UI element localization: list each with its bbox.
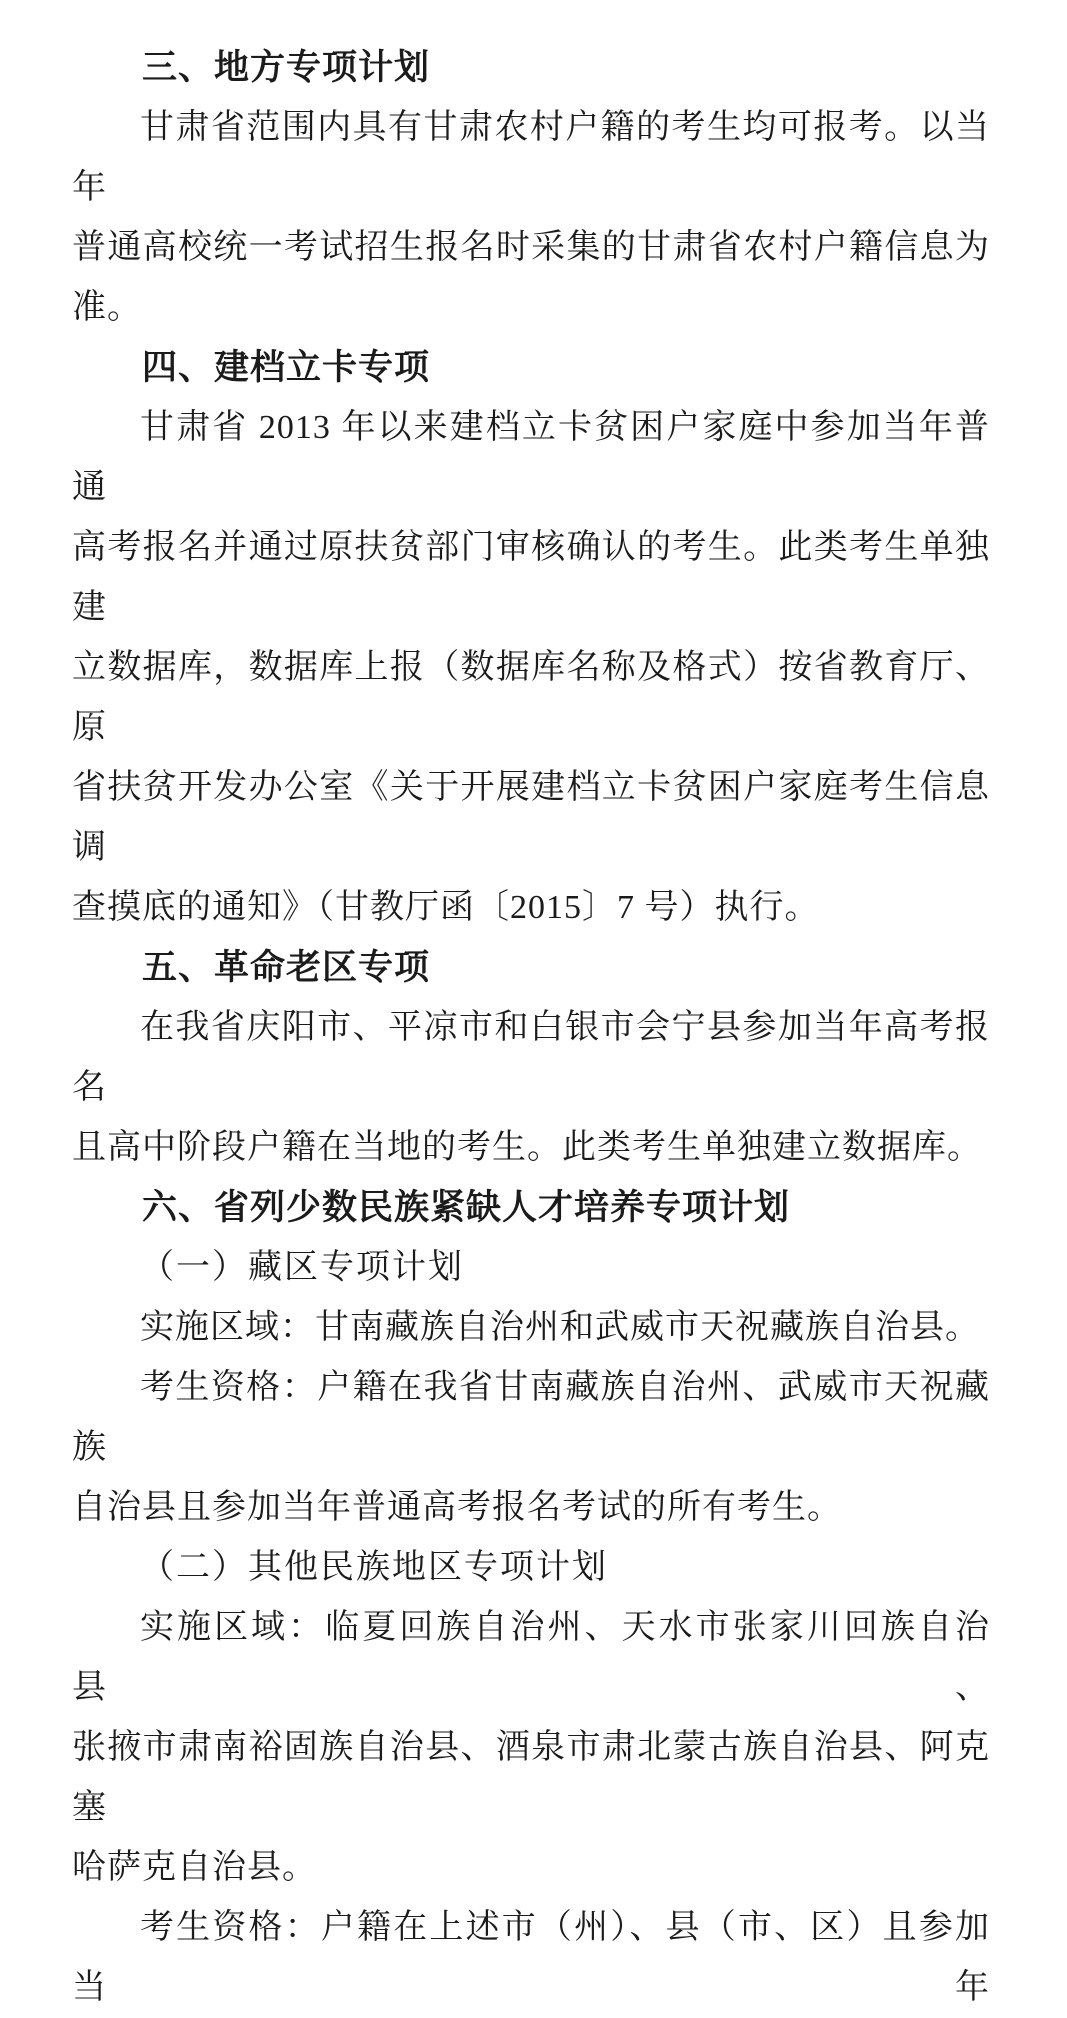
document-body — [72, 38, 990, 2018]
text-line: 查摸底的通知》（甘教厅函〔2015〕7 号）执行。 — [72, 889, 820, 926]
paragraph — [72, 998, 990, 1178]
paragraph — [72, 1358, 990, 1538]
text-line: 哈萨克自治县。 — [72, 1849, 317, 1886]
section-heading: 四、建档立卡专项 — [142, 348, 431, 387]
paragraph — [72, 1898, 990, 2018]
section-heading: 六、省列少数民族紧缺人才培养专项计划 — [142, 1188, 791, 1227]
text-line: 甘肃省范围内具有甘肃农村户籍的考生均可报考。以当年 — [72, 109, 990, 206]
text-line: 在我省庆阳市、平凉市和白银市会宁县参加当年高考报名 — [72, 1009, 990, 1106]
text-line: 省扶贫开发办公室《关于开展建档立卡贫困户家庭考生信息调 — [72, 769, 990, 866]
section-heading: 三、地方专项计划 — [142, 48, 431, 87]
section-heading: 五、革命老区专项 — [142, 948, 431, 987]
text-line: 张掖市肃南裕固族自治县、酒泉市肃北蒙古族自治县、阿克塞 — [72, 1729, 990, 1826]
paragraph — [72, 398, 990, 938]
paragraph — [72, 1598, 990, 1898]
paragraph — [72, 98, 990, 338]
text-line: 甘肃省 2013 年以来建档立卡贫困户家庭中参加当年普通 — [72, 409, 990, 506]
text-line: 立数据库，数据库上报（数据库名称及格式）按省教育厅、原 — [72, 649, 990, 746]
text-line: 考生资格：户籍在上述市（州）、县（市、区）且参加当年 — [72, 1909, 990, 2006]
text-line: 实施区域：甘南藏族自治州和武威市天祝藏族自治县。 — [140, 1309, 980, 1346]
text-line: 自治县且参加当年普通高考报名考试的所有考生。 — [72, 1489, 842, 1526]
text-line: 考生资格：户籍在我省甘南藏族自治州、武威市天祝藏族 — [72, 1369, 990, 1466]
sub-heading: （一）藏区专项计划 — [140, 1249, 464, 1286]
text-line: 准。 — [72, 289, 142, 326]
sub-heading: （二）其他民族地区专项计划 — [140, 1549, 608, 1586]
text-line: 高考报名并通过原扶贫部门审核确认的考生。此类考生单独建 — [72, 529, 990, 626]
text-line: 且高中阶段户籍在当地的考生。此类考生单独建立数据库。 — [72, 1129, 982, 1166]
text-line: 普通高校统一考试招生报名时采集的甘肃省农村户籍信息为 — [72, 229, 990, 266]
paragraph — [72, 1298, 990, 1358]
text-line: 实施区域：临夏回族自治州、天水市张家川回族自治县、 — [72, 1609, 990, 1706]
